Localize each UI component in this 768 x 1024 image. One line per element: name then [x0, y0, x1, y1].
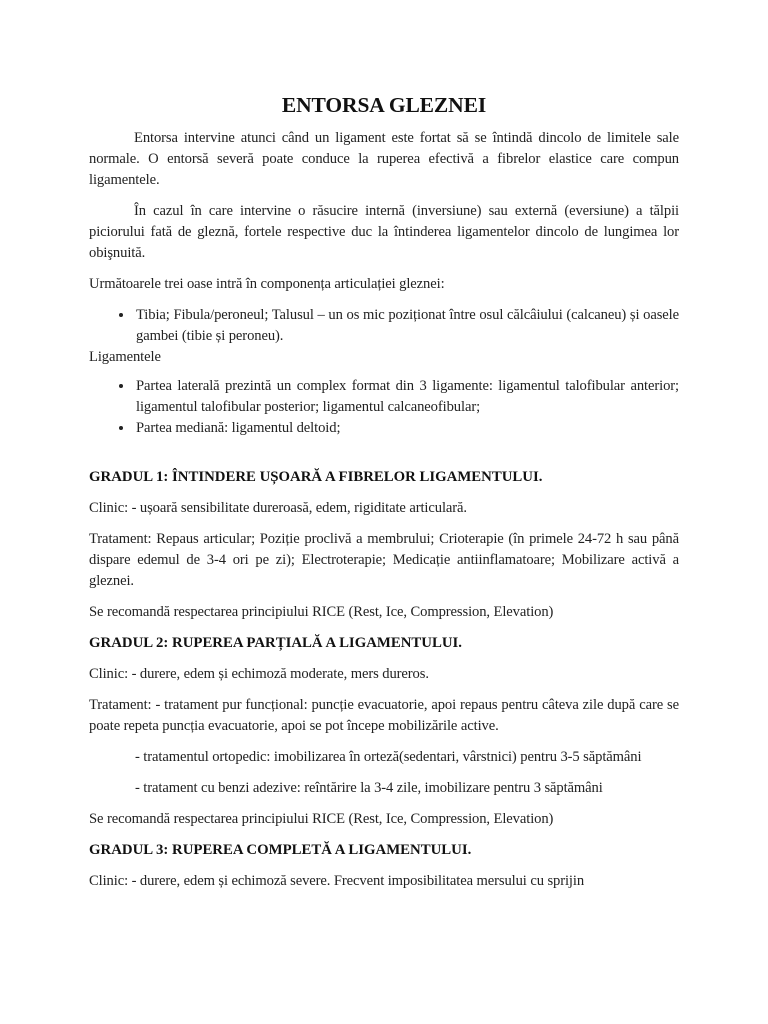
- bones-heading: Următoarele trei oase intră în componența articulației gleznei:: [89, 276, 445, 292]
- grade-2-orthopedic: - tratamentul ortopedic: imobilizarea în orteză(sedentari, vârstnici) pentru 3-5 săptămâni: [135, 749, 642, 765]
- ligaments-list: [89, 376, 679, 439]
- grade-1-treatment: Tratament: Repaus articular; Poziție proclivă a membrului; Crioterapie (în primele 24-72 h sau până dispare edemul de 3-4 ori pe zi); Electroterapie; Medicație antiinflamatoare; Mobilizare activă a gleznei.: [89, 531, 679, 589]
- list-item: • Tibia; Fibula/peroneul; Talusul – un os mic poziționat între osul călcâiului (calcaneu) și oasele gambei (tibie și peroneu).: [134, 305, 679, 347]
- grade-1-rice: Se recomandă respectarea principiului RICE (Rest, Ice, Compression, Elevation): [89, 604, 554, 620]
- grade-2-rice: Se recomandă respectarea principiului RICE (Rest, Ice, Compression, Elevation): [89, 811, 554, 827]
- intro-paragraph-1: Entorsa intervine atunci când un ligament este fortat să se întindă dincolo de limitele sale normale. O entorsă severă poate conduce la ruperea efectivă a fibrelor elastice care compun ligamentele.: [89, 130, 679, 188]
- grade-2-adhesive-tape: - tratament cu benzi adezive: reîntărire la 3-4 zile, imobilizare pentru 3 săptămâni: [135, 780, 603, 796]
- grade-3-clinic: Clinic: - durere, edem și echimoză severe. Frecvent imposibilitatea mersului cu sprijin: [89, 873, 585, 889]
- ligaments-heading: Ligamentele: [89, 349, 161, 365]
- list-item: • Partea mediană: ligamentul deltoid;: [134, 418, 679, 439]
- grade-3-heading: GRADUL 3: RUPEREA COMPLETĂ A LIGAMENTULUI.: [89, 842, 472, 858]
- section-spacer: [89, 449, 679, 467]
- intro-paragraph-2: În cazul în care intervine o răsucire internă (inversiune) sau externă (eversiune) a tălpii piciorului fată de gleznă, fortele respective duc la întinderea ligamentelor dincolo de lungimea lor obişnuită.: [89, 203, 679, 261]
- grade-1-heading: GRADUL 1: ÎNTINDERE UȘOARĂ A FIBRELOR LIGAMENTULUI.: [89, 469, 543, 485]
- document-body: [89, 90, 679, 902]
- grade-2-heading: GRADUL 2: RUPEREA PARȚIALĂ A LIGAMENTULUI.: [89, 635, 462, 651]
- grade-1-clinic: Clinic: - ușoară sensibilitate dureroasă, edem, rigiditate articulară.: [89, 500, 467, 516]
- bones-list: [89, 305, 679, 347]
- grade-2-clinic: Clinic: - durere, edem și echimoză moderate, mers dureros.: [89, 666, 429, 682]
- grade-2-treatment: Tratament: - tratament pur funcțional: puncție evacuatorie, apoi repaus pentru câteva zile după care se poate repeta puncția evacuatorie, apoi se pot începe mobilizările active.: [89, 697, 679, 734]
- list-item: • Partea laterală prezintă un complex format din 3 ligamente: ligamentul talofibular anterior; ligamentul talofibular posterior; ligamentul calcaneofibular;: [134, 376, 679, 418]
- document-title: ENTORSA GLEZNEI: [281, 93, 487, 117]
